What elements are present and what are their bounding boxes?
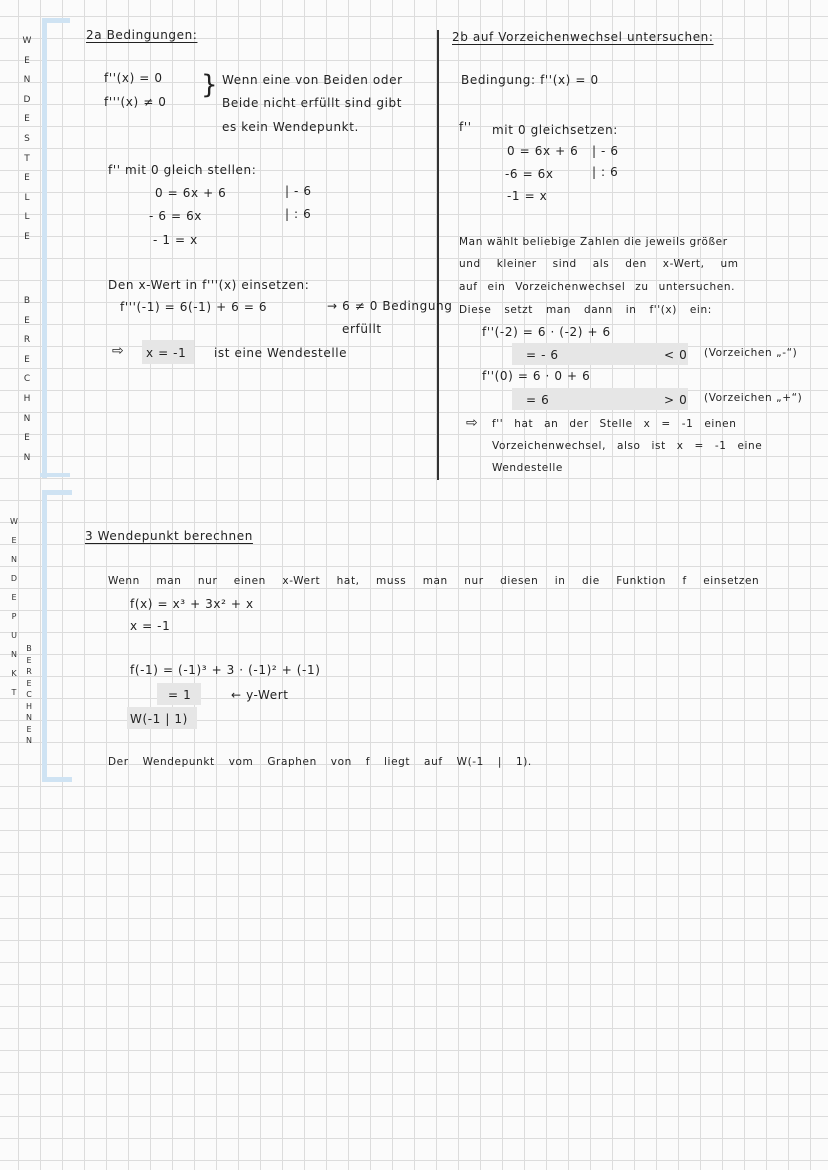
margin-bar-bottom: [42, 777, 72, 782]
margin-letter: N: [23, 452, 31, 463]
margin-label-wendestelle: [22, 32, 32, 248]
sec3-line1: Wenn man nur einen x-Wert hat, muss man nur diesen in die Funktion f einsetzen: [108, 575, 760, 587]
margin-letter: W: [22, 36, 32, 46]
margin-letter: E: [24, 173, 30, 184]
margin-letter: R: [26, 667, 32, 676]
para-2b-3: auf ein Vorzeichenwechsel zu untersuchen.: [459, 281, 736, 293]
para-2b-2: und kleiner sind als den x-Wert, um: [459, 258, 739, 270]
sec3-point-box: W(-1 | 1): [130, 712, 188, 726]
margin-letter: E: [11, 536, 17, 545]
margin-letter: E: [26, 724, 32, 734]
margin-letter: E: [26, 655, 32, 665]
margin-letter: D: [10, 574, 18, 583]
note-line-1: Wenn eine von Beiden oder: [222, 73, 403, 87]
eq-2a-1: 0 = 6x + 6: [155, 186, 227, 200]
sec3-calc-arrow: ← y-Wert: [231, 688, 289, 702]
note-line-2: Beide nicht erfüllt sind gibt: [222, 96, 403, 110]
margin-letter: R: [23, 335, 31, 346]
eq-2b-2-op: | : 6: [592, 165, 619, 179]
margin-letter: E: [11, 593, 17, 602]
insert-cond-2: erfüllt: [342, 322, 382, 336]
concl-2b-1: f'' hat an der Stelle x = -1 einen: [492, 418, 737, 430]
calc-2b-1-sign: < 0: [664, 348, 688, 362]
sec3-calc-res: = 1: [168, 688, 192, 702]
margin-letter: S: [24, 133, 30, 144]
margin-letter: N: [11, 650, 17, 659]
margin-letter: E: [24, 231, 30, 242]
eq-2b-1: 0 = 6x + 6: [507, 144, 579, 158]
column-divider: [437, 30, 439, 480]
margin-label-berechnen-2: [24, 643, 34, 747]
margin-letter: E: [24, 55, 30, 66]
margin-letter: B: [23, 296, 31, 306]
calc-2b-2-note: (Vorzeichen „+“): [704, 392, 803, 404]
arrow-icon: ⇨: [112, 343, 125, 359]
calc-2b-1: f''(-2) = 6 · (-2) + 6: [482, 325, 611, 339]
result-text: ist eine Wendestelle: [214, 346, 348, 360]
margin-letter: B: [26, 644, 32, 653]
concl-2b-3: Wendestelle: [492, 462, 563, 474]
concl-2b-2: Vorzeichenwechsel, also ist x = -1 eine: [492, 440, 763, 452]
margin-letter: H: [23, 393, 31, 404]
margin-letter: E: [24, 114, 30, 125]
margin-bar-mid-vertical: [42, 490, 47, 780]
margin-letter: N: [26, 713, 32, 722]
cond-2b: Bedingung: f''(x) = 0: [461, 73, 599, 87]
para-2b-4: Diese setzt man dann in f''(x) ein:: [459, 304, 712, 316]
sec3-calc: f(-1) = (-1)³ + 3 · (-1)² + (-1): [130, 663, 321, 677]
margin-letter: C: [26, 690, 32, 699]
condition-2: f'''(x) ≠ 0: [104, 95, 167, 109]
calc-2b-2-sign: > 0: [664, 393, 688, 407]
margin-letter: L: [24, 192, 30, 203]
calc-2b-2: f''(0) = 6 · 0 + 6: [482, 369, 591, 383]
margin-letter: T: [11, 688, 17, 697]
note-line-3: es kein Wendepunkt.: [222, 120, 359, 134]
heading-3: 3 Wendepunkt berechnen: [85, 529, 253, 543]
margin-letter: C: [23, 374, 31, 385]
insert-eq: f'''(-1) = 6(-1) + 6 = 6: [120, 300, 268, 314]
margin-letter: E: [26, 678, 32, 688]
margin-bar-top-vertical: [42, 18, 47, 478]
eq-2a-1-op: | - 6: [285, 184, 312, 198]
insert-title: Den x-Wert in f'''(x) einsetzen:: [108, 278, 310, 292]
margin-letter: N: [26, 736, 32, 745]
eq-2b-3: -1 = x: [507, 189, 548, 203]
margin-letter: W: [10, 517, 18, 526]
margin-letter: U: [11, 631, 17, 640]
margin-letter: N: [23, 413, 31, 424]
calc-2b-1-res: = - 6: [526, 348, 559, 362]
margin-letter: E: [24, 354, 30, 365]
result-box: x = -1: [146, 346, 187, 360]
eq-2a-3: - 1 = x: [153, 233, 198, 247]
insert-cond: → 6 ≠ 0 Bedingung: [327, 299, 453, 313]
margin-label-wendepunkt: [9, 512, 19, 702]
margin-label-berechnen: [22, 292, 32, 468]
eq-2b-2: -6 = 6x: [505, 167, 554, 181]
margin-letter: H: [25, 701, 32, 711]
brace-icon: }: [201, 70, 218, 100]
condition-1: f''(x) = 0: [104, 71, 163, 85]
eq-2b-1-op: | - 6: [592, 144, 619, 158]
margin-letter: E: [24, 433, 30, 444]
margin-bar-inner: [40, 473, 70, 477]
sec3-func: f(x) = x³ + 3x² + x: [130, 597, 254, 611]
heading-2b: 2b auf Vorzeichenwechsel untersuchen:: [452, 30, 714, 44]
margin-letter: E: [24, 315, 30, 326]
margin-letter: T: [24, 153, 30, 164]
eq-2a-2-op: | : 6: [285, 207, 312, 221]
margin-letter: P: [11, 612, 17, 621]
step-title-2b: mit 0 gleichsetzen:: [492, 123, 618, 137]
sec3-xval: x = -1: [130, 619, 171, 633]
calc-2b-1-note: (Vorzeichen „-“): [704, 347, 798, 359]
fpp-label: f'': [459, 120, 472, 134]
margin-letter: N: [23, 75, 31, 86]
margin-letter: D: [23, 94, 31, 105]
heading-2a: 2a Bedingungen:: [86, 28, 198, 42]
margin-letter: N: [11, 555, 17, 564]
para-2b-1: Man wählt beliebige Zahlen die jeweils größer: [459, 236, 728, 248]
eq-2a-2: - 6 = 6x: [149, 209, 202, 223]
concl-arrow-icon: ⇨: [466, 415, 479, 431]
sec3-final: Der Wendepunkt vom Graphen von f liegt auf W(-1 | 1).: [108, 756, 532, 768]
margin-letter: K: [11, 669, 17, 678]
calc-2b-2-res: = 6: [526, 393, 550, 407]
step-title-2a: f'' mit 0 gleich stellen:: [108, 163, 257, 177]
margin-letter: L: [24, 212, 30, 223]
